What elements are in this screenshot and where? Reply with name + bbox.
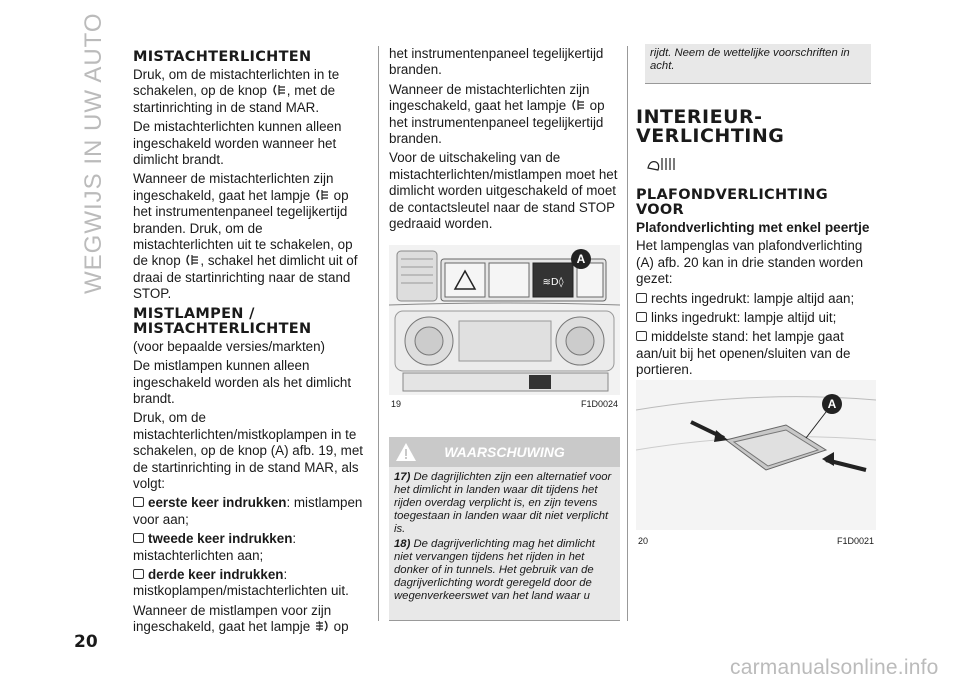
paragraph: Wanneer de mistlampen voor zijn ingeschakeld, gaat het lampje op [133, 602, 349, 635]
heading-plafondverlichting-voor: PLAFONDVERLICHTING VOOR [636, 187, 828, 219]
paragraph: Druk, om de mistachterlichten in te schakelen, op de knop , met de startinrichting in de stand MAR. [133, 67, 340, 115]
warning-box [389, 437, 620, 621]
figure-20-ceiling-light [636, 380, 876, 548]
bullet-icon [636, 331, 647, 341]
section-title-text: WEGWIJS IN UW AUTO [80, 12, 107, 294]
rear-fog-light-icon [184, 253, 200, 267]
list-item: middelste stand: het lampje gaat aan/uit bij het openen/sluiten van de portieren. [636, 329, 851, 378]
interior-light-icon [644, 154, 684, 174]
heading-mistachterlichten: MISTACHTERLICHTEN [133, 49, 312, 65]
svg-text:≋D◊: ≋D◊ [542, 277, 564, 288]
column-3 [636, 102, 876, 382]
column-1 [133, 46, 365, 639]
paragraph: (voor bepaalde versies/markten) [133, 338, 326, 354]
bullet-icon [636, 293, 647, 303]
warning-item: 18) De dagrijverlichting mag het dimlicht niet vervangen tijdens het rijden in het donker of in tunnels. Het gebruik van de dagrijverlichting wordt geregeld door de wegenverkeerswet van het land waar u [394, 538, 595, 602]
watermark: carmanualsonline.info [730, 656, 939, 679]
paragraph: Het lampenglas van plafondverlichting (A) afb. 20 kan in drie standen worden gezet: [636, 238, 864, 287]
warning-body [389, 467, 620, 621]
svg-text:A: A [827, 397, 837, 411]
paragraph: Wanneer de mistachterlichten zijn ingeschakeld, gaat het lampje op het instrumentenpaneel tegelijkertijd branden. [389, 81, 605, 147]
ceiling-light-illustration [636, 380, 876, 530]
rear-fog-light-icon [271, 83, 287, 97]
heading-mistlampen: MISTLAMPEN / MISTACHTERLICHTEN [133, 305, 312, 337]
svg-text:A: A [576, 252, 586, 266]
figure-19-dashboard-controls [389, 245, 620, 412]
bullet-icon [133, 497, 144, 507]
bullet-icon [133, 533, 144, 543]
warning-icon [395, 441, 417, 463]
list-item: rechts ingedrukt: lampje altijd aan; [636, 291, 876, 307]
paragraph: Druk, om de mistachterlichten/mistkoplampen in te schakelen, op de knop (A) afb. 19, met de startinrichting in de stand MAR, als volgt: [133, 410, 364, 491]
rear-fog-light-icon [314, 188, 330, 202]
warning-item: 17) De dagrijlichten zijn een alternatief voor het dimlicht in landen waar dit tijdens het rijden overdag verplicht is, en zijn tevens toegestaan in landen waar dit niet verplicht is. [394, 471, 612, 535]
figure-number: 20 [638, 536, 649, 546]
paragraph: Wanneer de mistachterlichten zijn ingeschakeld, gaat het lampje op het instrumentenpaneel tegelijkertijd branden. Druk, om de mistachterlichten uit te schakelen, op de knop , schakel het dimlicht uit of draai de startinrichting naar de stand STOP. [133, 171, 358, 302]
column-divider [627, 46, 628, 621]
figure-code: F1D0021 [836, 536, 874, 546]
note-box: rijdt. Neem de wettelijke voorschriften in acht. [645, 44, 871, 84]
figure-code: F1D0024 [580, 399, 618, 409]
dashboard-illustration [389, 245, 620, 395]
heading-interieurverlichting: INTERIEUR-VERLICHTING [636, 106, 785, 147]
section-sidebar-title [72, 12, 112, 310]
front-fog-light-icon [314, 619, 330, 633]
rear-fog-light-icon [570, 98, 586, 112]
list-item: tweede keer indrukken: mistachterlichten aan; [133, 531, 297, 563]
subheading-enkel-peertje: Plafondverlichting met enkel peertje [636, 220, 870, 236]
warning-header [389, 437, 620, 467]
column-divider [378, 46, 379, 621]
list-item: links ingedrukt: lampje altijd uit; [636, 310, 876, 326]
paragraph: De mistachterlichten kunnen alleen ingeschakeld worden wanneer het dimlicht brandt. [133, 119, 342, 168]
column-2 [389, 46, 620, 235]
paragraph: De mistlampen kunnen alleen ingeschakeld worden als het dimlicht brandt. [133, 358, 352, 406]
page-number: 20 [74, 632, 98, 652]
bullet-icon [133, 569, 144, 579]
paragraph: Voor de uitschakeling van de mistachterlichten/mistlampen moet het dimlicht worden uitgeschakeld of moet de contactsleutel naar de stand STOP gedraaid worden. [389, 150, 618, 232]
list-item: derde keer indrukken: mistkoplampen/mistachterlichten uit. [133, 566, 349, 599]
list-item: eerste keer indrukken: mistlampen voor aan; [133, 495, 363, 527]
paragraph: het instrumentenpaneel tegelijkertijd branden. [389, 46, 604, 78]
figure-number: 19 [391, 399, 402, 409]
warning-title: WAARSCHUWING [444, 444, 565, 460]
bullet-icon [636, 312, 647, 322]
